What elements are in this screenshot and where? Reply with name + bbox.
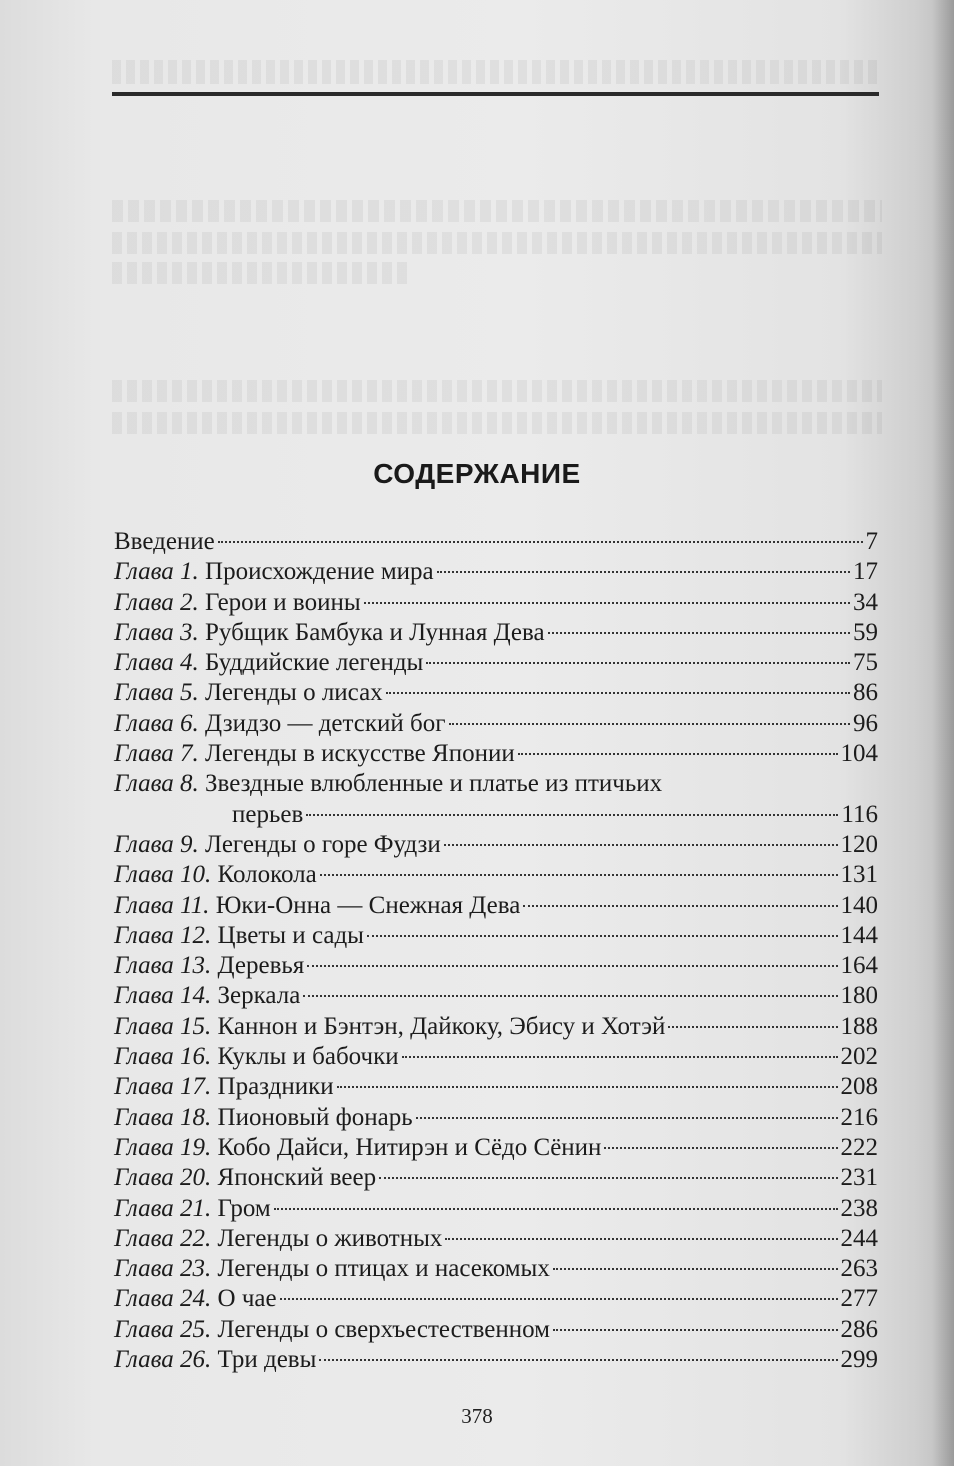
show-through	[112, 412, 882, 434]
toc-entry	[114, 981, 878, 1011]
chapter-name: Легенды о животных	[217, 1224, 443, 1252]
chapter-name: Кобо Дайси, Нитирэн и Сёдо Сёнин	[217, 1133, 602, 1161]
chapter-name: Происхождение мира	[205, 558, 434, 586]
chapter-name: Японский веер	[217, 1164, 377, 1192]
chapter-label: Глава 7.	[114, 740, 199, 768]
show-through	[112, 232, 882, 254]
chapter-label: Глава 10.	[114, 861, 212, 889]
chapter-label: Глава 17.	[114, 1073, 212, 1101]
leader-dots	[218, 541, 863, 543]
toc-entry-title	[114, 769, 662, 799]
leader-dots	[548, 632, 850, 634]
leader-dots	[668, 1026, 837, 1028]
toc-entry	[114, 678, 878, 708]
toc-entry-title	[114, 678, 383, 708]
chapter-name: Дзидзо — детский бог	[205, 709, 446, 737]
toc-entry-title	[114, 1012, 665, 1042]
leader-dots	[449, 723, 851, 725]
leader-dots	[319, 1359, 837, 1361]
chapter-label: Глава 20.	[114, 1164, 212, 1192]
chapter-name: Колокола	[217, 861, 317, 889]
toc-entry-title	[114, 648, 423, 678]
toc-entry-title	[114, 1224, 442, 1254]
chapter-label: Глава 14.	[114, 982, 212, 1010]
leader-dots	[280, 1298, 838, 1300]
toc-entry	[114, 648, 878, 678]
spine-shadow	[932, 0, 954, 1466]
toc-page-number: 238	[840, 1194, 878, 1222]
leader-dots	[306, 814, 838, 816]
toc-entry	[114, 1194, 878, 1224]
chapter-name: Легенды о сверхъестественном	[217, 1315, 550, 1343]
header-rule	[112, 92, 879, 96]
chapter-label: Глава 25.	[114, 1315, 212, 1343]
toc-page-number: 131	[840, 861, 878, 889]
chapter-name: Буддийские легенды	[205, 649, 424, 677]
toc-entry-title	[114, 1072, 334, 1102]
toc-page-number: 244	[840, 1224, 878, 1252]
show-through	[112, 60, 882, 84]
chapter-name: Легенды о горе Фудзи	[205, 830, 441, 858]
chapter-label: Глава 11.	[114, 891, 210, 919]
toc-page-number: 216	[840, 1103, 878, 1131]
toc-entry	[114, 527, 878, 557]
chapter-name: Праздники	[217, 1073, 334, 1101]
toc-page-number: 75	[853, 649, 878, 677]
toc-page-number: 86	[853, 679, 878, 707]
toc-entry	[114, 1254, 878, 1284]
toc-entry-title	[114, 1133, 601, 1163]
show-through	[112, 380, 882, 402]
leader-dots	[402, 1056, 838, 1058]
leader-dots	[337, 1086, 838, 1088]
toc-entry	[114, 830, 878, 860]
toc-entry-title	[114, 1103, 413, 1133]
toc-entry	[114, 618, 878, 648]
chapter-name: О чае	[217, 1285, 277, 1313]
chapter-name: Цветы и сады	[217, 921, 364, 949]
toc-entry-title	[114, 1194, 271, 1224]
toc-entry	[114, 951, 878, 981]
chapter-name: Звездные влюбленные и платье из птичьих	[205, 770, 663, 798]
toc-page-number: 180	[840, 982, 878, 1010]
toc-page-number: 96	[853, 709, 878, 737]
chapter-label: Глава 26.	[114, 1346, 212, 1374]
toc-entry-title	[114, 1163, 376, 1193]
toc-entry	[114, 860, 878, 890]
toc-entry-title	[114, 739, 515, 769]
toc-page-number: 59	[853, 618, 878, 646]
toc-entry	[114, 1012, 878, 1042]
leader-dots	[553, 1268, 838, 1270]
toc-page-number: 202	[840, 1043, 878, 1071]
toc-page-number: 120	[840, 830, 878, 858]
leader-dots	[445, 1238, 837, 1240]
chapter-name: Юки-Онна — Снежная Дева	[215, 891, 521, 919]
chapter-label: Глава 3.	[114, 618, 199, 646]
chapter-label: Глава 1.	[114, 558, 199, 586]
toc-entry	[114, 1284, 878, 1314]
toc-entry-title	[114, 891, 520, 921]
chapter-name: Легенды в искусстве Японии	[205, 740, 515, 768]
chapter-name: Герои и воины	[205, 588, 361, 616]
toc-entry-title	[114, 1315, 550, 1345]
toc-entry	[114, 769, 878, 799]
toc-entry	[114, 557, 878, 587]
chapter-name: Гром	[217, 1194, 271, 1222]
toc-entry	[114, 1224, 878, 1254]
toc-entry	[114, 1133, 878, 1163]
chapter-name: Легенды о птицах и насекомых	[217, 1255, 550, 1283]
leader-dots	[379, 1177, 837, 1179]
toc-entry-title	[114, 557, 434, 587]
toc-entry-title	[114, 951, 304, 981]
show-through	[112, 262, 412, 284]
toc-page-number: 116	[841, 800, 878, 828]
chapter-label: Глава 18.	[114, 1103, 212, 1131]
chapter-label: Глава 16.	[114, 1043, 212, 1071]
toc-entry-title	[114, 527, 215, 557]
toc-entry	[114, 1163, 878, 1193]
leader-dots	[367, 935, 838, 937]
toc-entry	[114, 1315, 878, 1345]
toc-entry	[114, 739, 878, 769]
chapter-label: Глава 23.	[114, 1255, 212, 1283]
leader-dots	[518, 753, 838, 755]
chapter-label: Глава 22.	[114, 1224, 212, 1252]
toc-page-number: 299	[840, 1346, 878, 1374]
toc-page-number: 263	[840, 1255, 878, 1283]
toc-entry-title	[114, 830, 441, 860]
toc-entry-title	[114, 1254, 550, 1284]
chapter-name: Рубщик Бамбука и Лунная Дева	[205, 618, 545, 646]
leader-dots	[444, 844, 838, 846]
chapter-label: Глава 5.	[114, 679, 199, 707]
leader-dots	[303, 995, 837, 997]
leader-dots	[523, 905, 837, 907]
chapter-label: Глава 6.	[114, 709, 199, 737]
leader-dots	[426, 662, 850, 664]
chapter-name: Введение	[114, 528, 215, 555]
chapter-name: Пионовый фонарь	[217, 1103, 413, 1131]
toc-entry-title	[114, 1284, 277, 1314]
leader-dots	[320, 874, 838, 876]
toc-page-number: 286	[840, 1315, 878, 1343]
chapter-name: Деревья	[217, 952, 305, 980]
toc-page-number: 104	[840, 740, 878, 768]
toc-page-number: 188	[840, 1012, 878, 1040]
chapter-label: Глава 9.	[114, 830, 199, 858]
toc-entry	[114, 588, 878, 618]
toc-entry	[114, 891, 878, 921]
chapter-label: Глава 21.	[114, 1194, 212, 1222]
toc-page-number: 164	[840, 952, 878, 980]
toc-page-number: 34	[853, 588, 878, 616]
toc-entry-title	[114, 588, 361, 618]
toc-entry-title	[114, 981, 300, 1011]
leader-dots	[553, 1329, 838, 1331]
toc-entry	[114, 1103, 878, 1133]
chapter-label: Глава 15.	[114, 1012, 212, 1040]
chapter-name: Три девы	[217, 1346, 317, 1374]
toc-entry-title	[114, 709, 446, 739]
leader-dots	[364, 602, 850, 604]
toc-entry-title	[114, 921, 364, 951]
leader-dots	[307, 965, 837, 967]
toc-entry-title	[114, 1345, 316, 1375]
toc-page-number: 231	[840, 1164, 878, 1192]
chapter-label: Глава 8.	[114, 770, 199, 798]
chapter-label: Глава 2.	[114, 588, 199, 616]
toc-title: СОДЕРЖАНИЕ	[373, 458, 581, 489]
toc-page-number: 208	[840, 1073, 878, 1101]
chapter-label: Глава 4.	[114, 649, 199, 677]
chapter-name: Куклы и бабочки	[217, 1043, 399, 1071]
toc-page-number: 144	[840, 921, 878, 949]
toc-entry-title	[114, 618, 545, 648]
table-of-contents	[114, 527, 878, 1375]
chapter-label: Глава 24.	[114, 1285, 212, 1313]
toc-entry-title	[114, 1042, 399, 1072]
toc-entry-title	[114, 860, 317, 890]
chapter-label: Глава 19.	[114, 1133, 212, 1161]
toc-page-number: 7	[865, 528, 878, 555]
chapter-label: Глава 13.	[114, 952, 212, 980]
toc-entry	[114, 709, 878, 739]
leader-dots	[437, 571, 850, 573]
leader-dots	[604, 1147, 837, 1149]
page-number: 378	[461, 1404, 493, 1428]
chapter-label: Глава 12.	[114, 921, 212, 949]
toc-entry	[114, 1072, 878, 1102]
toc-page-number: 17	[853, 558, 878, 586]
toc-entry-continuation	[114, 800, 878, 830]
chapter-name: Легенды о лисах	[205, 679, 383, 707]
chapter-name: Зеркала	[217, 982, 301, 1010]
toc-entry	[114, 1042, 878, 1072]
leader-dots	[386, 692, 850, 694]
chapter-name-cont: перьев	[232, 800, 304, 828]
toc-page-number: 140	[840, 891, 878, 919]
show-through	[112, 200, 882, 222]
toc-page-number: 277	[840, 1285, 878, 1313]
toc-entry	[114, 921, 878, 951]
leader-dots	[274, 1208, 838, 1210]
toc-page-number: 222	[840, 1133, 878, 1161]
toc-entry	[114, 1345, 878, 1375]
chapter-name: Каннон и Бэнтэн, Дайкоку, Эбису и Хотэй	[217, 1012, 666, 1040]
leader-dots	[416, 1117, 838, 1119]
